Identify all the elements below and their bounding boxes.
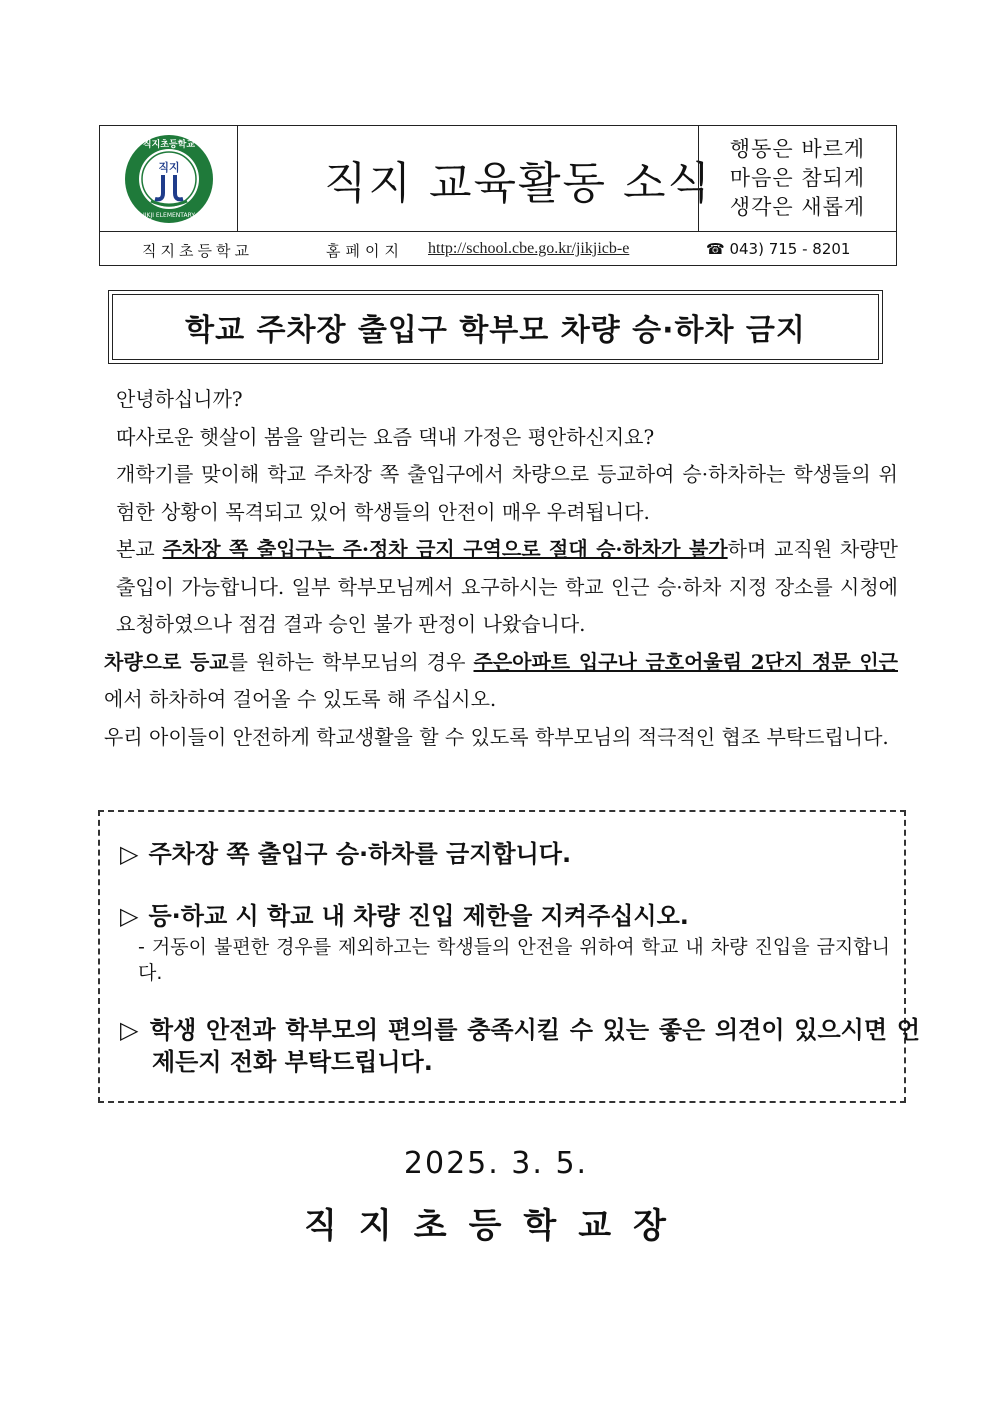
triangle-bullet-icon: ▷: [120, 1016, 140, 1044]
text-span: 에서 하차하여 걸어올 수 있도록 해 주십시오.: [104, 687, 497, 711]
homepage-label: 홈페이지: [326, 242, 404, 260]
motto-line: 생각은 새롭게: [729, 195, 866, 219]
issue-date: 2025. 3. 5.: [403, 1146, 589, 1181]
triangle-bullet-icon: ▷: [120, 840, 139, 868]
notice-text: 주차장 쪽 출입구 승·하차를 금지합니다.: [148, 840, 572, 868]
paragraph: [94, 644, 898, 719]
contact-info-row: [100, 231, 896, 265]
notice-text: 학생 안전과 학부모의 편의를 충족시킬 수 있는 좋은 의견이 있으시면 언제든지 전화 부탁드립니다.: [149, 1016, 920, 1076]
text-span: 하며 교직원 차량만 출입이 가능합니다. 일부 학부모님께서 요구하시는 학교 인근 승·하차 지정 장소를 시청에 요청하였으나 점검 결과 승인 불가 판정이 나왔습니다.: [116, 537, 899, 636]
motto-line: 마음은 참되게: [729, 166, 866, 190]
homepage-link[interactable]: http://school.cbe.go.kr/jikjicb-e: [428, 240, 630, 257]
school-logo: [100, 126, 238, 231]
paragraph: 개학기를 맞이해 학교 주차장 쪽 출입구에서 차량으로 등교하여 승·하차하는 학생들의 위험한 상황이 목격되고 있어 학생들의 안전이 매우 우려됩니다.: [116, 462, 898, 524]
headline: 학교 주차장 출입구 학부모 차량 승·하차 금지: [112, 294, 879, 360]
newsletter-title: 직지 교육활동 소식: [323, 157, 712, 209]
notice-text: 등·하교 시 학교 내 차량 진입 제한을 지켜주십시오.: [148, 902, 689, 930]
paragraph: [94, 531, 898, 644]
greeting: 안녕하십니까?: [116, 387, 243, 411]
phone-number: ☎ 043) 715 - 8201: [706, 240, 851, 258]
svg-text:JIKJI ELEMENTARY: JIKJI ELEMENTARY: [142, 211, 195, 219]
emphasis-text: 주차장 쪽 출입구는 주·정차 금지 구역으로 절대 승·하차가 불가: [162, 537, 728, 561]
paragraph: 따사로운 햇살이 봄을 알리는 요즘 댁내 가정은 평안하신지요?: [116, 424, 655, 449]
svg-text:직지: 직지: [157, 160, 180, 174]
emphasis-text: 차량으로 등교: [104, 649, 229, 674]
text-span: 본교: [116, 537, 163, 561]
school-motto: [698, 126, 896, 231]
letter-body: [94, 381, 898, 756]
closing-paragraph: 우리 아이들이 안전하게 학교생활을 할 수 있도록 학부모님의 적극적인 협조 부탁드립니다.: [104, 724, 889, 749]
school-emblem-icon: [123, 133, 215, 225]
notice-item: [120, 1014, 920, 1078]
newsletter-header: [99, 125, 897, 266]
principal-signature: 직지초등학교장: [304, 1206, 688, 1246]
school-name: 직지초등학교: [142, 242, 253, 260]
notice-box: [98, 810, 920, 1103]
notice-item: [120, 838, 890, 870]
svg-text:직지초등학교: 직지초등학교: [142, 139, 195, 150]
triangle-bullet-icon: ▷: [120, 902, 139, 930]
emphasis-text: 주은아파트 입구나 금호어울림 2단지 정문 인근: [473, 649, 898, 674]
notice-item: [120, 900, 890, 932]
headline-box: [108, 290, 883, 364]
text-span: 를 원하는 학부모님의 경우: [228, 649, 474, 674]
notice-subtext: - 거동이 불편한 경우를 제외하고는 학생들의 안전을 위하여 학교 내 차량 진입을 금지합니다.: [138, 936, 890, 984]
motto-line: 행동은 바르게: [729, 137, 866, 161]
